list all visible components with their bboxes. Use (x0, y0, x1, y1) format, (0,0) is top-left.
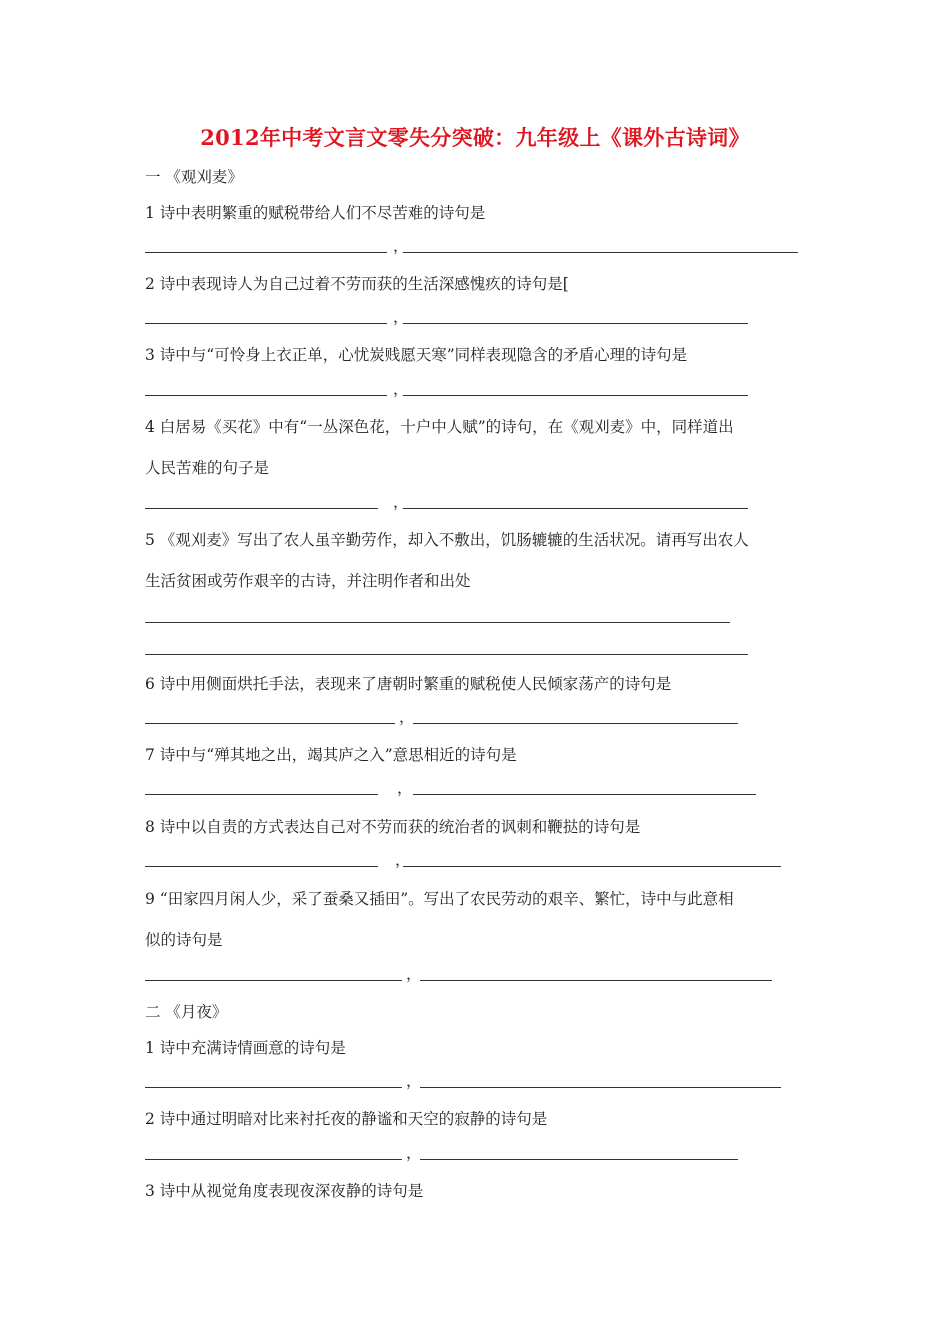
answer-blank[interactable] (403, 494, 748, 509)
comma-separator: ， (395, 851, 411, 869)
question-1-4-line2: 人民苦难的句子是 (145, 459, 270, 477)
question-1-8: 8 诗中以自责的方式表达自己对不劳而获的统治者的讽刺和鞭挞的诗句是 (145, 818, 641, 836)
answer-blank[interactable] (145, 1073, 402, 1088)
answer-blank[interactable] (145, 780, 378, 795)
answer-blank[interactable] (403, 381, 748, 396)
answer-blank[interactable] (145, 709, 395, 724)
answer-blank[interactable] (420, 1145, 738, 1160)
question-1-6: 6 诗中用侧面烘托手法，表现来了唐朝时繁重的赋税使人民倾家荡产的诗句是 (145, 675, 672, 693)
question-1-1: 1 诗中表明繁重的赋税带给人们不尽苦难的诗句是 (145, 204, 486, 222)
answer-blank[interactable] (420, 966, 772, 981)
comma-separator: ， (393, 380, 409, 398)
question-2-2: 2 诗中通过明暗对比来衬托夜的静谧和天空的寂静的诗句是 (145, 1110, 548, 1128)
answer-blank[interactable] (413, 709, 738, 724)
answer-blank[interactable] (145, 381, 387, 396)
answer-blank[interactable] (413, 780, 756, 795)
answer-blank[interactable] (145, 494, 378, 509)
question-1-4-line1: 4 白居易《买花》中有“一丛深色花，十户中人赋”的诗句，在《观刈麦》中，同样道出 (145, 418, 734, 436)
answer-blank[interactable] (145, 608, 730, 623)
answer-blank[interactable] (145, 1145, 402, 1160)
answer-blank[interactable] (145, 966, 402, 981)
question-2-3: 3 诗中从视觉角度表现夜深夜静的诗句是 (145, 1182, 424, 1200)
question-1-2: 2 诗中表现诗人为自己过着不劳而获的生活深感愧疚的诗句是[ (145, 275, 569, 293)
question-1-9-line1: 9 “田家四月闲人少，采了蚕桑又插田”。写出了农民劳动的艰辛、繁忙，诗中与此意相 (145, 890, 734, 908)
document-title: 2012年中考文言文零失分突破：九年级上《课外古诗词》 (200, 125, 750, 150)
comma-separator: ， (399, 708, 415, 726)
question-1-5-line1: 5 《观刈麦》写出了农人虽辛勤劳作，却入不敷出，饥肠辘辘的生活状况。请再写出农人 (145, 531, 749, 549)
answer-blank[interactable] (420, 1073, 781, 1088)
answer-blank[interactable] (403, 852, 781, 867)
comma-separator: ， (393, 237, 409, 255)
comma-separator: ， (393, 308, 409, 326)
answer-blank[interactable] (403, 238, 798, 253)
comma-separator: ， (393, 493, 409, 511)
question-2-1: 1 诗中充满诗情画意的诗句是 (145, 1039, 346, 1057)
answer-blank[interactable] (145, 852, 378, 867)
comma-separator: ， (397, 779, 413, 797)
question-1-7: 7 诗中与“殚其地之出，竭其庐之入”意思相近的诗句是 (145, 746, 517, 764)
comma-separator: ， (406, 965, 422, 983)
comma-separator: ， (406, 1072, 422, 1090)
answer-blank[interactable] (145, 309, 387, 324)
answer-blank[interactable] (145, 640, 748, 655)
answer-blank[interactable] (403, 309, 748, 324)
answer-blank[interactable] (145, 238, 387, 253)
question-1-5-line2: 生活贫困或劳作艰辛的古诗，并注明作者和出处 (145, 572, 471, 590)
section-heading-guan-yi-mai: 一 《观刈麦》 (145, 168, 243, 186)
question-1-9-line2: 似的诗句是 (145, 931, 223, 949)
section-heading-yue-ye: 二 《月夜》 (145, 1003, 228, 1021)
question-1-3: 3 诗中与“可怜身上衣正单，心忧炭贱愿天寒”同样表现隐含的矛盾心理的诗句是 (145, 346, 688, 364)
comma-separator: ， (406, 1144, 422, 1162)
